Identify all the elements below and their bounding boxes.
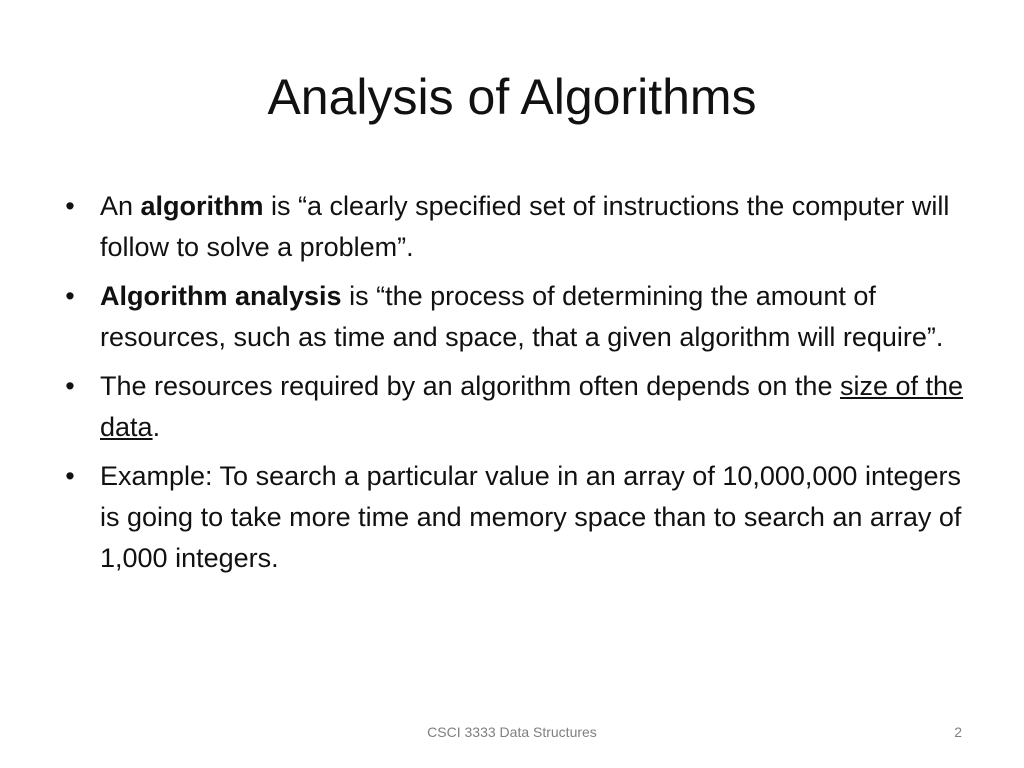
bullet-text-definition: is “the process of determining the amount of resources, such as time and space, that a given algorithm will require”. (100, 281, 944, 352)
bullet-text-example: Example: To search a particular value in an array of 10,000,000 integers is going to take more time and memory space than to search an array of 1,000 integers. (100, 461, 962, 573)
bullet-item-algorithm-analysis (54, 276, 966, 358)
bullet-icon: • (65, 191, 75, 221)
bullet-icon: • (65, 281, 75, 311)
bullet-item-resources (54, 366, 966, 448)
bullet-text-definition: is “a clearly specified set of instructions the computer will follow to solve a problem”. (100, 191, 950, 262)
footer-page-number: 2 (954, 724, 962, 740)
footer-course-name: CSCI 3333 Data Structures (427, 724, 597, 740)
bullet-text-prefix: The resources required by an algorithm often depends on the (100, 371, 840, 401)
bullet-text-suffix: . (152, 412, 161, 442)
bullet-term-algorithm-analysis: Algorithm analysis (100, 281, 342, 311)
bullet-item-algorithm-definition (54, 186, 966, 268)
bullet-text-prefix: An (100, 191, 141, 221)
slide-title: Analysis of Algorithms (267, 69, 757, 125)
bullet-underlined-size-of-data: size of the data (100, 371, 964, 442)
bullet-list (54, 186, 966, 587)
bullet-item-example (54, 456, 966, 579)
bullet-icon: • (65, 461, 75, 491)
bullet-icon: • (65, 371, 75, 401)
bullet-term-algorithm: algorithm (140, 191, 264, 221)
